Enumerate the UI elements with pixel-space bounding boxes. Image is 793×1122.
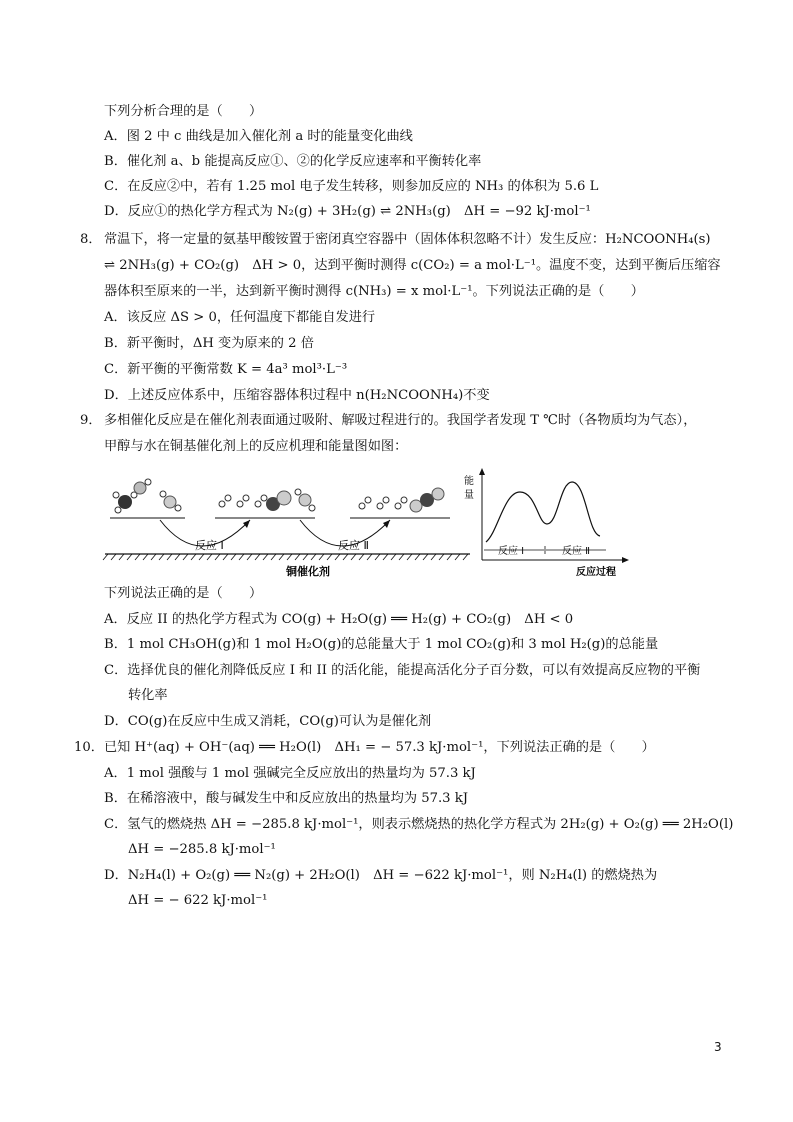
q7-option-c: C．在反应②中，若有 1.25 mol 电子发生转移，则参加反应的 NH₃ 的体积为 5.6 L [104,179,599,194]
q8-number: 8． [80,232,102,247]
catalyst-label: 铜催化剂 [286,565,330,578]
q9-option-c-line1: C．选择优良的催化剂降低反应 I 和 II 的活化能，能提高活化分子百分数，可以有效提高反应物的平衡 [104,663,701,678]
q8-stem-line3: 器体积至原来的一半，达到新平衡时测得 c(NH₃) = x mol·L⁻¹。下列说法正确的是（ ） [104,284,644,299]
q9-option-c-line2: 转化率 [128,688,168,703]
q8-stem-line2: ⇌ 2NH₃(g) + CO₂(g) ΔH > 0，达到平衡时测得 c(CO₂) = a mol·L⁻¹。温度不变，达到平衡后压缩容 [104,258,721,273]
q10-option-d-line2: ΔH = − 622 kJ·mol⁻¹ [128,893,268,908]
q8-stem-line1: 常温下，将一定量的氨基甲酸铵置于密闭真空容器中（固体体积忽略不计）发生反应：H₂NCOONH₄(s) [104,232,711,247]
q7-option-a: A．图 2 中 c 曲线是加入催化剂 a 时的能量变化曲线 [104,129,413,144]
segment1-label: 反应 Ⅰ [498,546,525,557]
q9-number: 9． [80,413,102,428]
q9-option-b: B．1 mol CH₃OH(g)和 1 mol H₂O(g)的总能量大于 1 mol CO₂(g)和 3 mol H₂(g)的总能量 [104,637,659,652]
reaction2-label: 反应 Ⅱ [338,539,369,552]
q10-option-d-line1: D．N₂H₄(l) + O₂(g) ══ N₂(g) + 2H₂O(l) ΔH = −622 kJ·mol⁻¹，则 N₂H₄(l) 的燃烧热为 [104,868,658,883]
q7-stem: 下列分析合理的是（ ） [104,104,263,119]
reaction-mechanism-diagram [100,462,630,582]
page-number: 3 [714,1040,722,1054]
q7-option-b: B．催化剂 a、b 能提高反应①、②的化学反应速率和平衡转化率 [104,154,482,169]
product-molecules [359,488,444,512]
q7-option-d: D．反应①的热化学方程式为 N₂(g) + 3H₂(g) ⇌ 2NH₃(g) ΔH = −92 kJ·mol⁻¹ [104,204,591,219]
reaction-process-axis-label: 反应过程 [576,567,616,578]
segment2-label: 反应 Ⅱ [562,546,591,557]
energy-profile-plot [464,468,629,578]
energy-axis-label-1: 能 [464,476,474,487]
q10-option-a: A．1 mol 强酸与 1 mol 强碱完全反应放出的热量均为 57.3 kJ [104,766,476,781]
q10-number: 10． [74,740,104,755]
intermediate-molecules [219,489,315,511]
energy-axis-label-2: 量 [464,490,474,501]
q10-stem: 已知 H⁺(aq) + OH⁻(aq) ══ H₂O(l) ΔH₁ = − 57.3 kJ·mol⁻¹，下列说法正确的是（ ） [104,740,655,755]
q10-option-c-line2: ΔH = −285.8 kJ·mol⁻¹ [128,842,276,857]
q9-stem-line2: 甲醇与水在铜基催化剂上的反应机理和能量图如图： [104,439,408,454]
q9-stem-line3: 下列说法正确的是（ ） [104,586,263,601]
q8-option-b: B．新平衡时，ΔH 变为原来的 2 倍 [104,336,314,351]
q10-option-c-line1: C．氢气的燃烧热 ΔH = −285.8 kJ·mol⁻¹，则表示燃烧热的热化学方程式为 2H₂(g) + O₂(g) ══ 2H₂O(l) [104,817,734,832]
q9-option-d: D．CO(g)在反应中生成又消耗，CO(g)可认为是催化剂 [104,714,432,729]
q10-option-b: B．在稀溶液中，酸与碱发生中和反应放出的热量均为 57.3 kJ [104,791,469,806]
q9-option-a: A．反应 II 的热化学方程式为 CO(g) + H₂O(g) ══ H₂(g) + CO₂(g) ΔH < 0 [104,612,574,627]
catalyst-surface [103,554,470,560]
methanol-water-molecules [113,479,181,513]
q8-option-d: D．上述反应体系中，压缩容器体积过程中 n(H₂NCOONH₄)不变 [104,388,490,403]
q9-stem-line1: 多相催化反应是在催化剂表面通过吸附、解吸过程进行的。我国学者发现 T ℃时（各物质均为气态）， [104,413,697,428]
reaction1-label: 反应 Ⅰ [195,539,224,552]
q8-option-a: A．该反应 ΔS > 0，任何温度下都能自发进行 [104,310,376,325]
q8-option-c: C．新平衡的平衡常数 K = 4a³ mol³·L⁻³ [104,362,348,377]
